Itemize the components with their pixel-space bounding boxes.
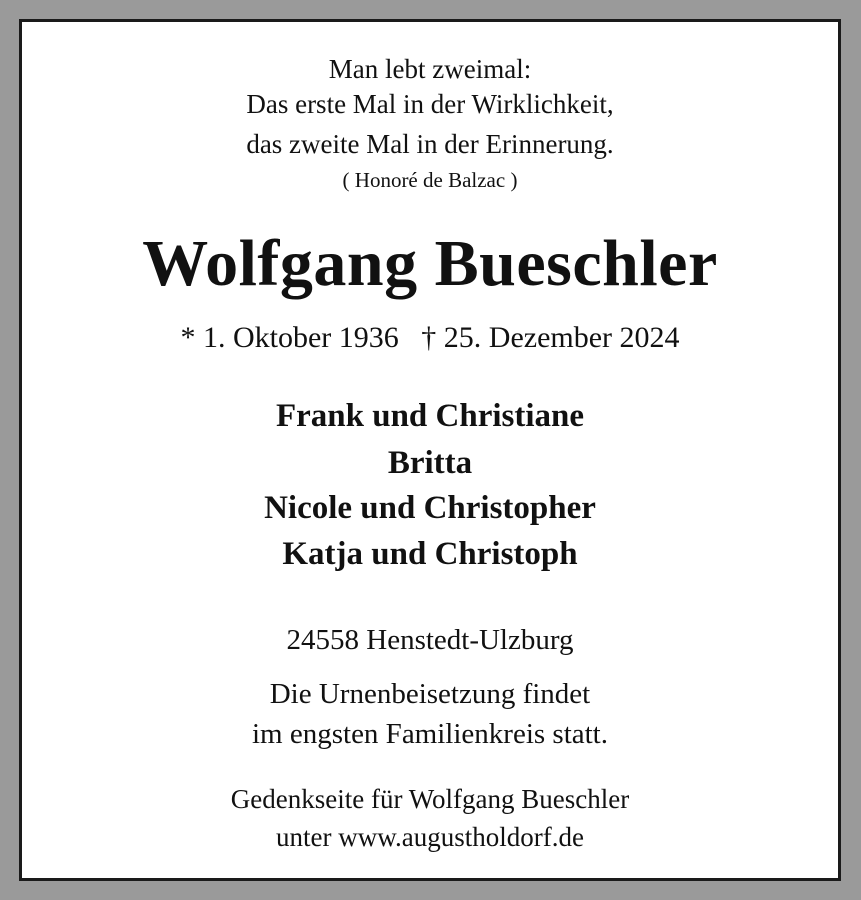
obituary-notice (19, 19, 841, 881)
mourner-line-3: Nicole und Christopher (264, 490, 596, 526)
quote-line-3: das zweite Mal in der Erinnerung. (246, 129, 614, 159)
burial-notice-line-1: Die Urnenbeisetzung findet (269, 678, 591, 710)
memorial-page-line-1: Gedenkseite für Wolfgang Bueschler (230, 784, 630, 814)
mourner-line-1: Frank und Christiane (275, 398, 585, 434)
burial-notice-line-2: im engsten Familienkreis statt. (251, 718, 608, 750)
quote-source: ( Honoré de Balzac ) (342, 168, 518, 192)
mourner-line-4: Katja und Christoph (282, 536, 578, 572)
memorial-page-line-2: unter www.augustholdorf.de (276, 822, 584, 852)
location-text: 24558 Henstedt-Ulzburg (286, 624, 574, 656)
mourner-line-2: Britta (387, 445, 473, 481)
deceased-name: Wolfgang Bueschler (142, 227, 718, 300)
quote-line-2: Das erste Mal in der Wirklichkeit, (246, 89, 614, 119)
life-dates: * 1. Oktober 1936 † 25. Dezember 2024 (180, 321, 680, 354)
quote-line-1: Man lebt zweimal: (328, 54, 532, 84)
